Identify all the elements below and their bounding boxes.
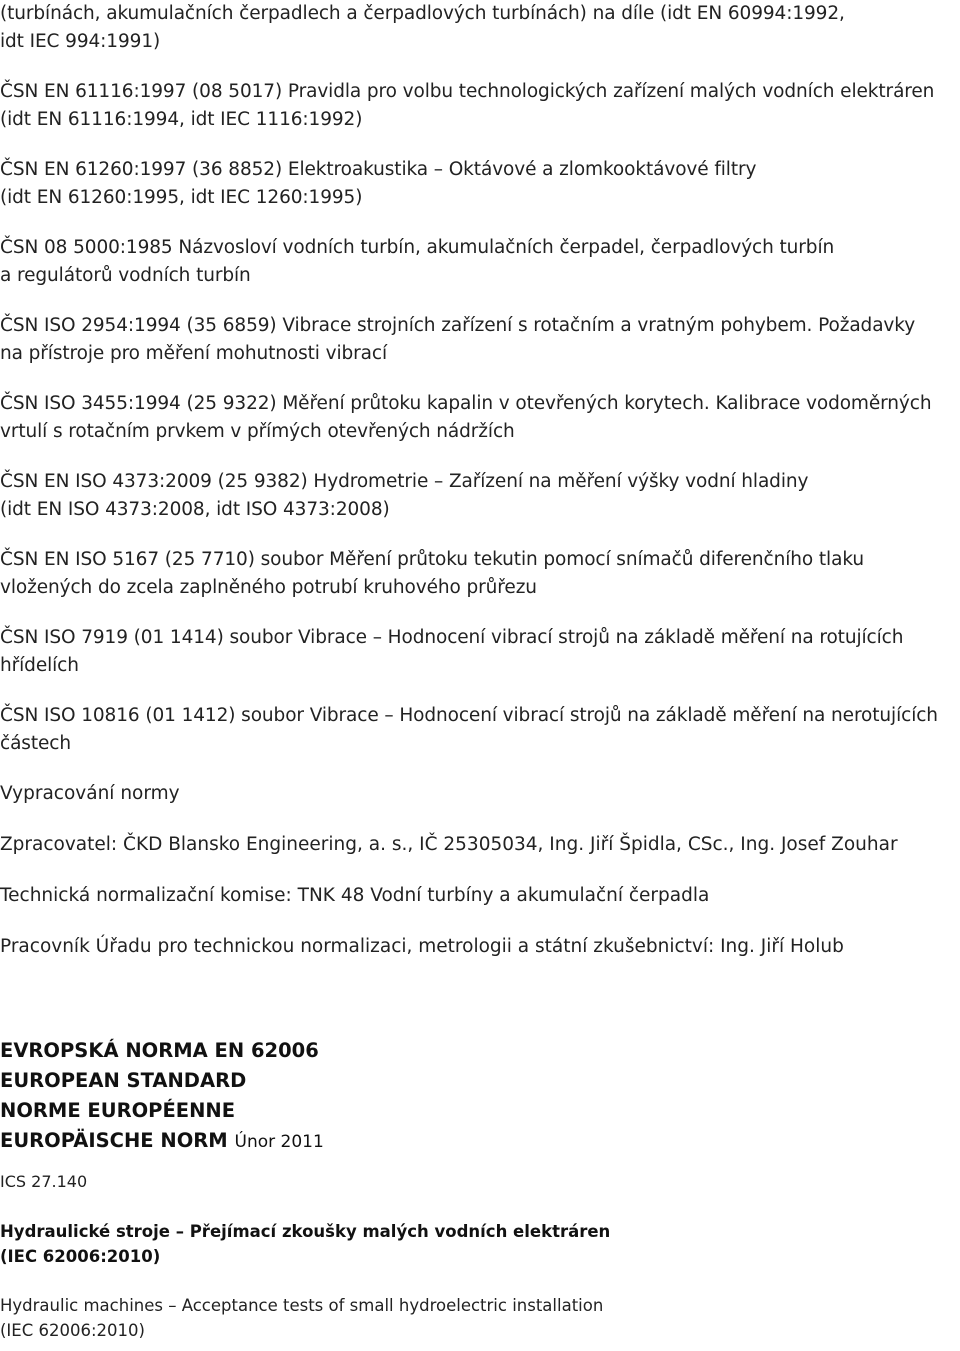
- reference-line: hřídelích: [0, 655, 79, 676]
- reference-line: idt IEC 994:1991): [0, 31, 161, 52]
- reference-line: ČSN EN 61260:1997 (36 8852) Elektroakustika – Oktávové a zlomkooktávové filtry: [0, 159, 757, 180]
- reference-line: ČSN ISO 7919 (01 1414) soubor Vibrace – Hodnocení vibrací strojů na základě měření na rotujících: [0, 627, 904, 648]
- reference-line: částech: [0, 733, 71, 754]
- reference-line: ČSN 08 5000:1985 Názvosloví vodních turbín, akumulačních čerpadel, čerpadlových turbín: [0, 237, 835, 258]
- processor-line: Zpracovatel: ČKD Blansko Engineering, a. s., IČ 25305034, Ing. Jiří Špidla, CSc., Ing. Josef Zouhar: [0, 834, 898, 855]
- reference-line: ČSN ISO 2954:1994 (35 6859) Vibrace strojních zařízení s rotačním a vratným pohybem. Požadavky: [0, 315, 916, 336]
- reference-entry: [0, 468, 960, 524]
- reference-line: vrtulí s rotačním prvkem v přímých otevřených nádržích: [0, 421, 515, 442]
- reference-entry: [0, 156, 960, 212]
- reference-line: ČSN ISO 3455:1994 (25 9322) Měření průtoku kapalin v otevřených korytech. Kalibrace vodoměrných: [0, 393, 932, 414]
- office-line: Pracovník Úřadu pro technickou normalizaci, metrologii a státní zkušebnictví: Ing. Jiří Holub: [0, 936, 844, 957]
- reference-entry: [0, 702, 960, 758]
- norm-title-cz: EVROPSKÁ NORMA EN 62006: [0, 1039, 319, 1062]
- ics-code: ICS 27.140: [0, 1172, 88, 1191]
- reference-line: (idt EN 61116:1994, idt IEC 1116:1992): [0, 109, 363, 130]
- reference-line: ČSN EN ISO 4373:2009 (25 9382) Hydrometrie – Zařízení na měření výšky vodní hladiny: [0, 471, 809, 492]
- preparation-heading: Vypracování normy: [0, 783, 180, 804]
- reference-entry: [0, 312, 960, 368]
- committee-line: Technická normalizační komise: TNK 48 Vodní turbíny a akumulační čerpadla: [0, 885, 710, 906]
- title-line: Hydraulické stroje – Přejímací zkoušky malých vodních elektráren: [0, 1222, 611, 1241]
- reference-entry: [0, 546, 960, 602]
- reference-line: ČSN EN 61116:1997 (08 5017) Pravidla pro volbu technologických zařízení malých vodních elektráren: [0, 81, 935, 102]
- standard-title-czech: [0, 1219, 960, 1269]
- title-line: (IEC 62006:2010): [0, 1321, 145, 1340]
- reference-line: na přístroje pro měření mohutnosti vibrací: [0, 343, 388, 364]
- title-line: Hydraulic machines – Acceptance tests of small hydroelectric installation: [0, 1296, 604, 1315]
- norm-title-en: EUROPEAN STANDARD: [0, 1069, 247, 1092]
- reference-line: (turbínách, akumulačních čerpadlech a čerpadlových turbínách) na díle (idt EN 60994:1992,: [0, 3, 845, 24]
- reference-line: vložených do zcela zaplněného potrubí kruhového průřezu: [0, 577, 537, 598]
- reference-line: (idt EN 61260:1995, idt IEC 1260:1995): [0, 187, 363, 208]
- reference-line: (idt EN ISO 4373:2008, idt ISO 4373:2008): [0, 499, 390, 520]
- norm-date: Únor 2011: [234, 1132, 324, 1152]
- reference-entry: [0, 390, 960, 446]
- reference-entry: [0, 624, 960, 680]
- reference-entry: [0, 78, 960, 134]
- european-standard-header: [0, 1036, 960, 1343]
- norm-title-de-row: [0, 1126, 960, 1157]
- reference-entry: [0, 0, 960, 56]
- title-line: (IEC 62006:2010): [0, 1247, 161, 1266]
- reference-line: ČSN EN ISO 5167 (25 7710) soubor Měření průtoku tekutin pomocí snímačů diferenčního tlaku: [0, 549, 864, 570]
- norm-title-de: EUROPÄISCHE NORM: [0, 1129, 228, 1152]
- reference-line: a regulátorů vodních turbín: [0, 265, 251, 286]
- norm-title-fr: NORME EUROPÉENNE: [0, 1099, 236, 1122]
- reference-line: ČSN ISO 10816 (01 1412) soubor Vibrace – Hodnocení vibrací strojů na základě měření na nerotujících: [0, 705, 938, 726]
- standard-title-english: [0, 1293, 960, 1343]
- reference-entry: [0, 234, 960, 290]
